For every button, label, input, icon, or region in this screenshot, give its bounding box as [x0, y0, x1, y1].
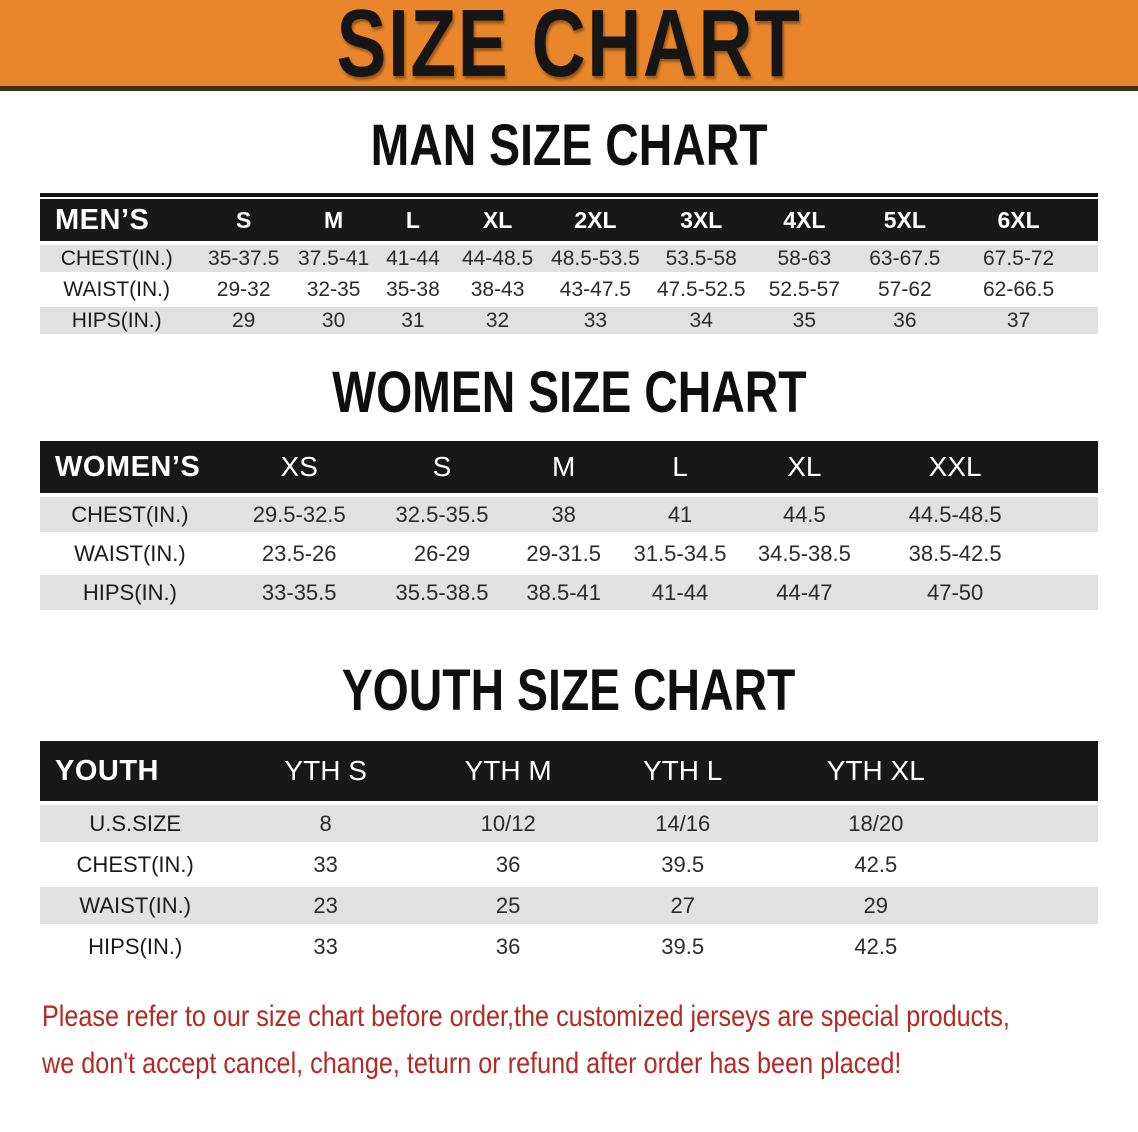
size-cell: 63-67.5: [855, 241, 956, 272]
youth-section-heading: [0, 658, 1138, 723]
women-section-heading: [0, 360, 1138, 425]
size-cell: 10/12: [421, 801, 596, 842]
size-cell: 33: [230, 924, 420, 965]
size-cell: 29: [193, 303, 294, 334]
cell-filler: [982, 924, 1098, 965]
size-cell: 35: [754, 303, 855, 334]
size-cell: 36: [855, 303, 956, 334]
row-label: U.S.SIZE: [40, 801, 230, 842]
size-cell: 52.5-57: [754, 272, 855, 303]
size-cell: 32: [453, 303, 543, 334]
size-column-header: YTH S: [230, 741, 420, 801]
size-cell: 67.5-72: [955, 241, 1082, 272]
table-row: [40, 493, 1098, 532]
size-chart-banner: [0, 0, 1138, 91]
row-label: WAIST(IN.): [40, 883, 230, 924]
size-column-header: XXL: [871, 441, 1040, 493]
table-row: [40, 571, 1098, 610]
size-cell: 30: [294, 303, 373, 334]
row-label: HIPS(IN.): [40, 571, 220, 610]
table-row: [40, 883, 1098, 924]
size-column-header: M: [506, 441, 622, 493]
size-cell: 38.5-41: [506, 571, 622, 610]
size-column-header: 6XL: [955, 197, 1082, 241]
size-cell: 37: [955, 303, 1082, 334]
size-column-header: M: [294, 197, 373, 241]
size-cell: 8: [230, 801, 420, 842]
size-cell: 14/16: [595, 801, 770, 842]
cell-filler: [982, 883, 1098, 924]
size-cell: 53.5-58: [648, 241, 754, 272]
size-column-header: YTH L: [595, 741, 770, 801]
header-filler: [1082, 197, 1098, 241]
women-heading-text: WOMEN SIZE CHART: [331, 360, 807, 425]
size-cell: 39.5: [595, 842, 770, 883]
men-section-heading: [0, 113, 1138, 178]
size-cell: 32-35: [294, 272, 373, 303]
youth-heading-text: YOUTH SIZE CHART: [342, 658, 796, 723]
table-row: [40, 272, 1098, 303]
size-cell: 43-47.5: [543, 272, 649, 303]
size-cell: 32.5-35.5: [379, 493, 506, 532]
size-cell: 39.5: [595, 924, 770, 965]
cell-filler: [1082, 241, 1098, 272]
size-column-header: S: [193, 197, 294, 241]
women-table-label: WOMEN’S: [40, 441, 220, 493]
table-row: [40, 241, 1098, 272]
size-column-header: XS: [220, 441, 379, 493]
size-cell: 58-63: [754, 241, 855, 272]
note-line-2: we don't accept cancel, change, teturn or refund after order has been placed!: [42, 1047, 902, 1080]
header-row: [40, 441, 1098, 493]
row-label: CHEST(IN.): [40, 493, 220, 532]
row-label: WAIST(IN.): [40, 532, 220, 571]
size-column-header: 2XL: [543, 197, 649, 241]
size-cell: 27: [595, 883, 770, 924]
size-cell: 23: [230, 883, 420, 924]
size-column-header: S: [379, 441, 506, 493]
size-cell: 38: [506, 493, 622, 532]
size-column-header: XL: [453, 197, 543, 241]
cell-filler: [1040, 571, 1098, 610]
size-cell: 47-50: [871, 571, 1040, 610]
youth-table-label: YOUTH: [40, 741, 230, 801]
size-cell: 23.5-26: [220, 532, 379, 571]
size-cell: 29.5-32.5: [220, 493, 379, 532]
men-table-label: MEN’S: [40, 197, 193, 241]
banner-title: SIZE CHART: [336, 0, 802, 91]
size-cell: 42.5: [770, 924, 982, 965]
header-row: [40, 741, 1098, 801]
men-size-table: [40, 193, 1098, 334]
table-row: [40, 924, 1098, 965]
cell-filler: [1040, 532, 1098, 571]
size-column-header: L: [622, 441, 738, 493]
size-cell: 29-32: [193, 272, 294, 303]
size-cell: 41-44: [622, 571, 738, 610]
table-row: [40, 303, 1098, 334]
size-cell: 25: [421, 883, 596, 924]
size-cell: 62-66.5: [955, 272, 1082, 303]
youth-size-table: [40, 741, 1098, 965]
header-filler: [982, 741, 1098, 801]
size-note: [42, 993, 1118, 1087]
header-filler: [1040, 441, 1098, 493]
row-label: CHEST(IN.): [40, 241, 193, 272]
size-cell: 33: [543, 303, 649, 334]
size-cell: 44-47: [738, 571, 870, 610]
size-cell: 37.5-41: [294, 241, 373, 272]
size-cell: 34.5-38.5: [738, 532, 870, 571]
size-cell: 38.5-42.5: [871, 532, 1040, 571]
size-cell: 35-37.5: [193, 241, 294, 272]
size-column-header: L: [373, 197, 452, 241]
cell-filler: [1082, 272, 1098, 303]
size-cell: 33: [230, 842, 420, 883]
size-cell: 48.5-53.5: [543, 241, 649, 272]
size-cell: 41: [622, 493, 738, 532]
row-label: HIPS(IN.): [40, 924, 230, 965]
cell-filler: [1040, 493, 1098, 532]
cell-filler: [982, 801, 1098, 842]
size-cell: 36: [421, 924, 596, 965]
table-row: [40, 801, 1098, 842]
size-cell: 44.5-48.5: [871, 493, 1040, 532]
table-row: [40, 842, 1098, 883]
row-label: HIPS(IN.): [40, 303, 193, 334]
size-column-header: YTH M: [421, 741, 596, 801]
size-cell: 41-44: [373, 241, 452, 272]
size-cell: 34: [648, 303, 754, 334]
size-column-header: 5XL: [855, 197, 956, 241]
size-column-header: XL: [738, 441, 870, 493]
size-cell: 33-35.5: [220, 571, 379, 610]
size-cell: 26-29: [379, 532, 506, 571]
size-cell: 38-43: [453, 272, 543, 303]
size-cell: 57-62: [855, 272, 956, 303]
size-cell: 18/20: [770, 801, 982, 842]
size-cell: 31: [373, 303, 452, 334]
cell-filler: [1082, 303, 1098, 334]
size-cell: 47.5-52.5: [648, 272, 754, 303]
size-cell: 44-48.5: [453, 241, 543, 272]
size-cell: 44.5: [738, 493, 870, 532]
row-label: WAIST(IN.): [40, 272, 193, 303]
table-row: [40, 532, 1098, 571]
men-heading-text: MAN SIZE CHART: [370, 113, 768, 178]
size-cell: 29-31.5: [506, 532, 622, 571]
size-column-header: 3XL: [648, 197, 754, 241]
size-cell: 42.5: [770, 842, 982, 883]
row-label: CHEST(IN.): [40, 842, 230, 883]
size-cell: 35.5-38.5: [379, 571, 506, 610]
size-cell: 36: [421, 842, 596, 883]
note-line-1: Please refer to our size chart before order,the customized jerseys are special products,: [42, 1000, 1010, 1033]
size-column-header: YTH XL: [770, 741, 982, 801]
women-size-table: [40, 441, 1098, 610]
header-row: [40, 197, 1098, 241]
size-cell: 31.5-34.5: [622, 532, 738, 571]
size-column-header: 4XL: [754, 197, 855, 241]
size-cell: 29: [770, 883, 982, 924]
size-cell: 35-38: [373, 272, 452, 303]
cell-filler: [982, 842, 1098, 883]
